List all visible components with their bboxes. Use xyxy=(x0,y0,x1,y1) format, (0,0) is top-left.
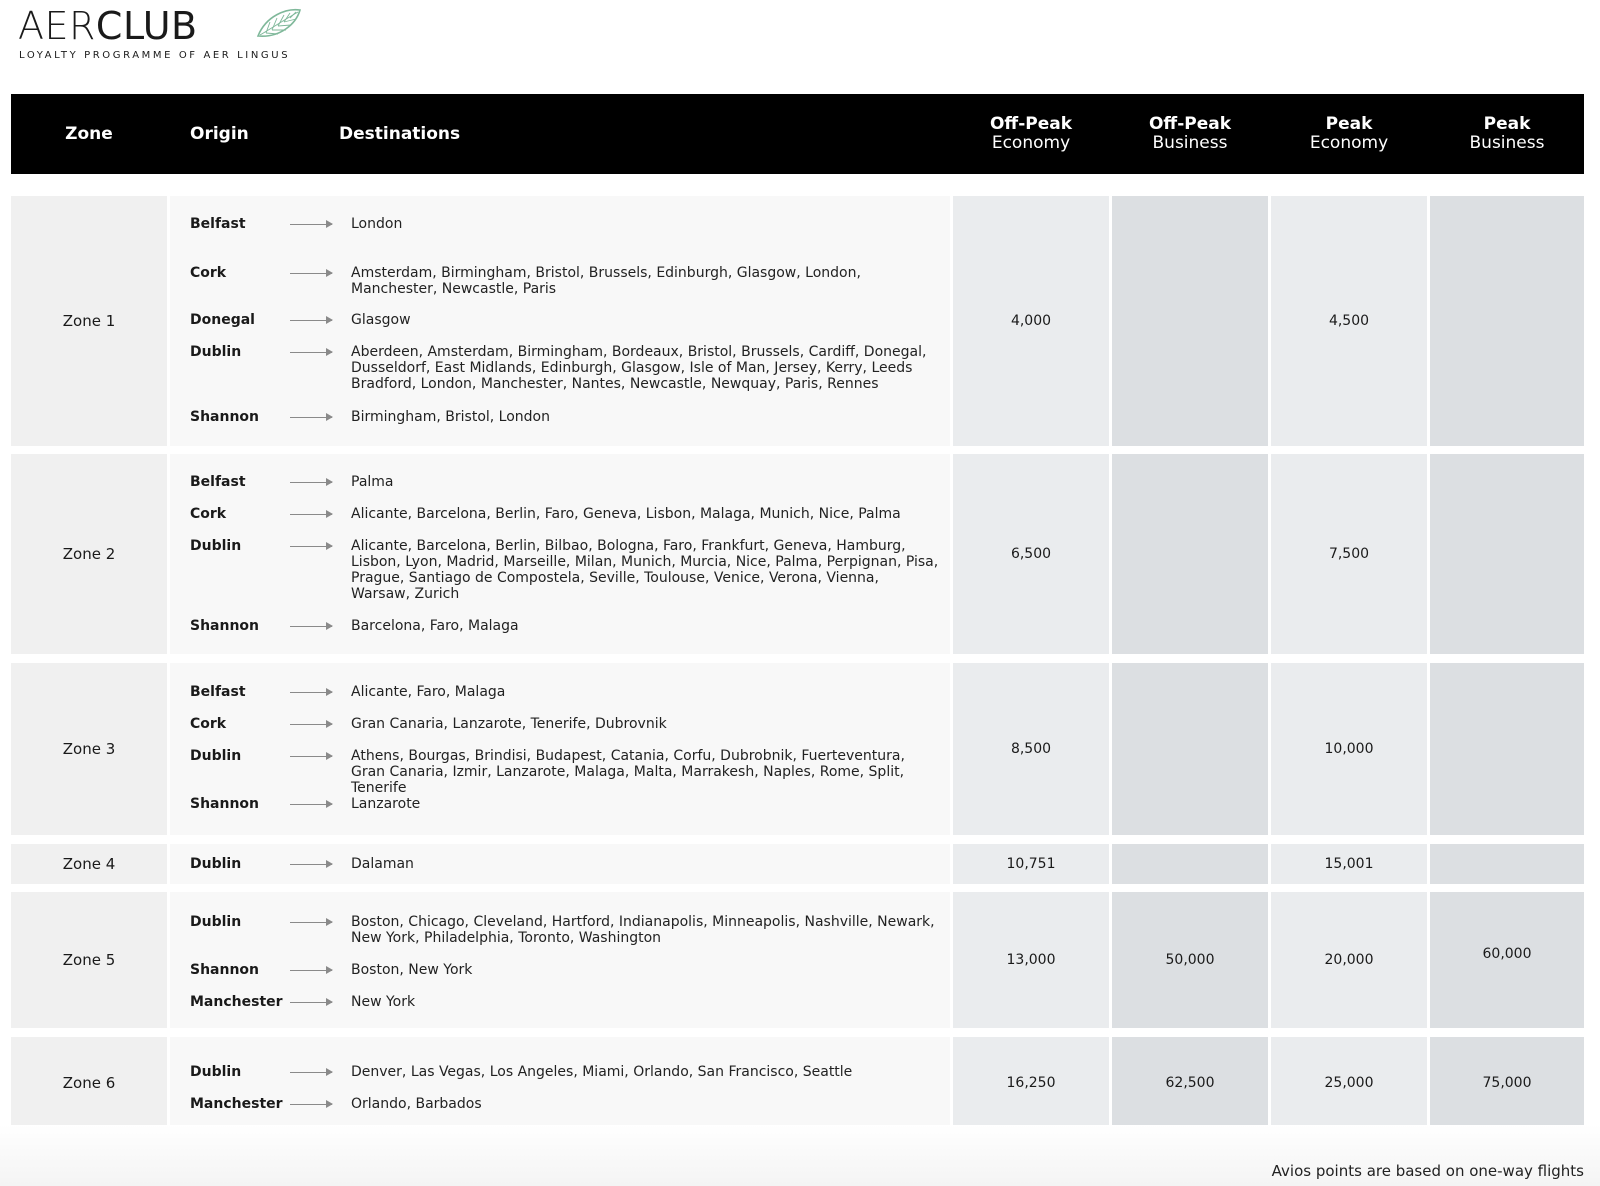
peak-business-value xyxy=(1430,663,1584,835)
routes-cell xyxy=(170,663,950,835)
destinations-text: Athens, Bourgas, Brindisi, Budapest, Catania, Corfu, Dubrobnik, Fuerteventura, Gran Canaria, Izmir, Lanzarote, Malaga, Malta, Marrakesh, Naples, Rome, Split, Tenerife xyxy=(351,748,905,796)
shamrock-leaf-icon xyxy=(256,6,302,44)
destinations-text: Denver, Las Vegas, Los Angeles, Miami, Orlando, San Francisco, Seattle xyxy=(351,1064,853,1080)
arrow-right-icon xyxy=(290,352,332,353)
peak-economy-value: 20,000 xyxy=(1271,892,1427,1028)
routes-cell xyxy=(170,1037,950,1129)
off-peak-business-value xyxy=(1112,844,1268,884)
header-origin: Origin xyxy=(190,123,249,144)
origin-label: Manchester xyxy=(190,1096,283,1112)
destinations-text: London xyxy=(351,216,403,232)
peak-economy-value: 25,000 xyxy=(1271,1037,1427,1129)
arrow-right-icon xyxy=(290,1072,332,1073)
off-peak-economy-value: 6,500 xyxy=(953,454,1109,654)
origin-label: Donegal xyxy=(190,312,255,328)
arrow-right-icon xyxy=(290,1002,332,1003)
arrow-right-icon xyxy=(290,320,332,321)
off-peak-business-value xyxy=(1112,454,1268,654)
origin-label: Cork xyxy=(190,506,227,522)
destinations-text: Dalaman xyxy=(351,856,414,872)
table-row-zone-5 xyxy=(11,892,1584,1028)
aerclub-logo xyxy=(18,4,318,64)
destinations-text: Alicante, Barcelona, Berlin, Bilbao, Bologna, Faro, Frankfurt, Geneva, Hamburg, Lisbon, Lyon, Madrid, Marseille, Milan, Munich, Murcia, Nice, Palma, Perpignan, Pisa, Prague, Santiago de Compostela, Seville, Toulouse, Venice, Verona, Vienna, Warsaw, Zurich xyxy=(351,538,939,602)
origin-label: Belfast xyxy=(190,474,246,490)
origin-label: Shannon xyxy=(190,962,260,978)
header-off-peak-business: Off-Peak Business xyxy=(1148,114,1232,153)
off-peak-economy-value: 10,751 xyxy=(953,844,1109,884)
table-row-zone-6 xyxy=(11,1037,1584,1129)
peak-economy-value: 7,500 xyxy=(1271,454,1427,654)
origin-label: Dublin xyxy=(190,344,242,360)
origin-label: Manchester xyxy=(190,994,283,1010)
zone-label: Zone 2 xyxy=(11,454,167,654)
zone-label: Zone 3 xyxy=(11,663,167,835)
header-peak-business: Peak Business xyxy=(1469,114,1545,153)
arrow-right-icon xyxy=(290,626,332,627)
header-peak-economy: Peak Economy xyxy=(1309,114,1389,153)
destinations-text: Barcelona, Faro, Malaga xyxy=(351,618,519,634)
origin-label: Dublin xyxy=(190,1064,242,1080)
peak-business-value: 75,000 xyxy=(1430,1037,1584,1129)
arrow-right-icon xyxy=(290,756,332,757)
origin-label: Dublin xyxy=(190,914,242,930)
arrow-right-icon xyxy=(290,724,332,725)
off-peak-economy-value: 16,250 xyxy=(953,1037,1109,1129)
origin-label: Cork xyxy=(190,265,227,281)
zone-label: Zone 5 xyxy=(11,892,167,1028)
arrow-right-icon xyxy=(290,804,332,805)
origin-label: Cork xyxy=(190,716,227,732)
arrow-right-icon xyxy=(290,864,332,865)
arrow-right-icon xyxy=(290,1104,332,1105)
header-zone: Zone xyxy=(65,123,113,144)
header-off-peak-economy: Off-Peak Economy xyxy=(989,114,1073,153)
origin-label: Dublin xyxy=(190,538,242,554)
destinations-text: Orlando, Barbados xyxy=(351,1096,482,1112)
destinations-text: Boston, Chicago, Cleveland, Hartford, Indianapolis, Minneapolis, Nashville, Newark, New York, Philadelphia, Toronto, Washington xyxy=(351,914,935,946)
origin-label: Shannon xyxy=(190,409,260,425)
footer-note: Avios points are based on one-way flights xyxy=(1271,1162,1584,1180)
peak-economy-value: 4,500 xyxy=(1271,196,1427,446)
destinations-text: Gran Canaria, Lanzarote, Tenerife, Dubrovnik xyxy=(351,716,667,732)
origin-label: Belfast xyxy=(190,684,246,700)
routes-cell xyxy=(170,892,950,1028)
zone-label: Zone 1 xyxy=(11,196,167,446)
arrow-right-icon xyxy=(290,273,332,274)
table-row-zone-2 xyxy=(11,454,1584,654)
routes-cell xyxy=(170,844,950,884)
arrow-right-icon xyxy=(290,970,332,971)
off-peak-business-value xyxy=(1112,196,1268,446)
logo-tagline: LOYALTY PROGRAMME OF AER LINGUS xyxy=(19,50,291,61)
header-destinations: Destinations xyxy=(339,123,461,144)
logo-wordmark: AERCLUB xyxy=(18,4,198,48)
origin-label: Dublin xyxy=(190,748,242,764)
zone-label: Zone 4 xyxy=(11,844,167,884)
table-row-zone-4 xyxy=(11,844,1584,884)
destinations-text: Glasgow xyxy=(351,312,411,328)
table-row-zone-1 xyxy=(11,196,1584,446)
routes-cell xyxy=(170,454,950,654)
arrow-right-icon xyxy=(290,224,332,225)
destinations-text: Boston, New York xyxy=(351,962,473,978)
arrow-right-icon xyxy=(290,514,332,515)
arrow-right-icon xyxy=(290,482,332,483)
peak-business-value xyxy=(1430,196,1584,446)
routes-cell xyxy=(170,196,950,446)
origin-label: Dublin xyxy=(190,856,242,872)
arrow-right-icon xyxy=(290,922,332,923)
destinations-text: Aberdeen, Amsterdam, Birmingham, Bordeaux, Bristol, Brussels, Cardiff, Donegal, Dusseldorf, East Midlands, Edinburgh, Glasgow, Isle of Man, Jersey, Kerry, Leeds Bradford, London, Manchester, Nantes, Newcastle, Newquay, Paris, Rennes xyxy=(351,344,927,392)
off-peak-business-value: 50,000 xyxy=(1112,892,1268,1028)
peak-business-value: 60,000 xyxy=(1430,892,1584,1028)
zone-label: Zone 6 xyxy=(11,1037,167,1129)
destinations-text: Lanzarote xyxy=(351,796,421,812)
arrow-right-icon xyxy=(290,417,332,418)
origin-label: Shannon xyxy=(190,796,260,812)
origin-label: Belfast xyxy=(190,216,246,232)
arrow-right-icon xyxy=(290,692,332,693)
destinations-text: Alicante, Barcelona, Berlin, Faro, Geneva, Lisbon, Malaga, Munich, Nice, Palma xyxy=(351,506,901,522)
origin-label: Shannon xyxy=(190,618,260,634)
table-row-zone-3 xyxy=(11,663,1584,835)
destinations-text: Alicante, Faro, Malaga xyxy=(351,684,506,700)
off-peak-economy-value: 13,000 xyxy=(953,892,1109,1028)
off-peak-business-value: 62,500 xyxy=(1112,1037,1268,1129)
destinations-text: Palma xyxy=(351,474,394,490)
off-peak-business-value xyxy=(1112,663,1268,835)
destinations-text: Amsterdam, Birmingham, Bristol, Brussels, Edinburgh, Glasgow, London, Manchester, Newcastle, Paris xyxy=(351,265,861,297)
off-peak-economy-value: 8,500 xyxy=(953,663,1109,835)
off-peak-economy-value: 4,000 xyxy=(953,196,1109,446)
destinations-text: New York xyxy=(351,994,416,1010)
peak-economy-value: 10,000 xyxy=(1271,663,1427,835)
table-header xyxy=(11,94,1584,174)
arrow-right-icon xyxy=(290,546,332,547)
peak-business-value xyxy=(1430,844,1584,884)
peak-economy-value: 15,001 xyxy=(1271,844,1427,884)
peak-business-value xyxy=(1430,454,1584,654)
destinations-text: Birmingham, Bristol, London xyxy=(351,409,550,425)
